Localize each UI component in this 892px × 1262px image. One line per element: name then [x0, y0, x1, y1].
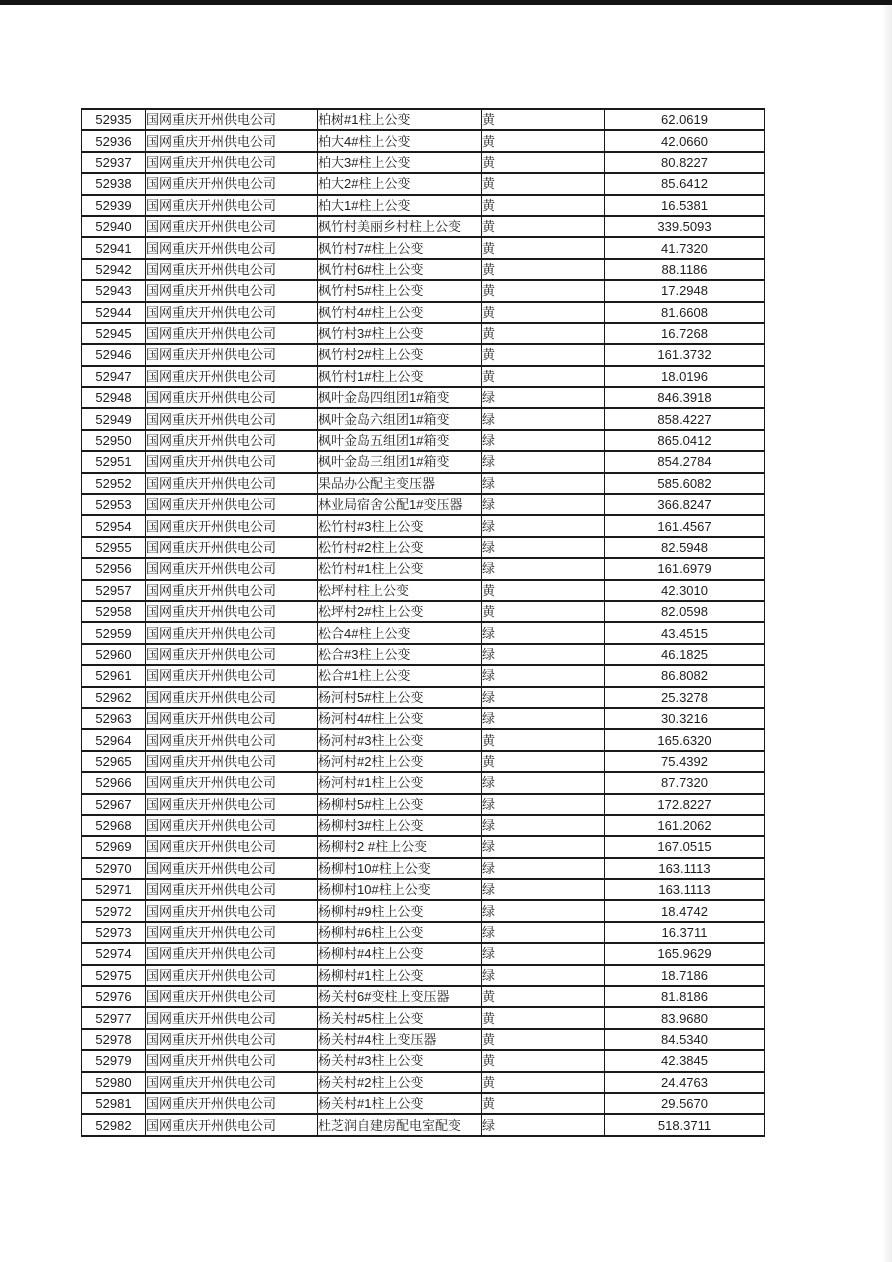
scan-right-edge-shadow — [882, 5, 892, 1262]
status-cell: 绿 — [482, 858, 605, 879]
value-cell: 854.2784 — [605, 451, 765, 472]
company-cell: 国网重庆开州供电公司 — [146, 109, 318, 130]
device-name-cell: 松合#3柱上公变 — [318, 644, 482, 665]
device-name-cell: 杨关村#1柱上公变 — [318, 1093, 482, 1114]
status-cell: 绿 — [482, 708, 605, 729]
value-cell: 82.0598 — [605, 601, 765, 622]
device-name-cell: 枫叶金岛五组团1#箱变 — [318, 430, 482, 451]
value-cell: 161.2062 — [605, 815, 765, 836]
status-cell: 绿 — [482, 836, 605, 857]
company-cell: 国网重庆开州供电公司 — [146, 173, 318, 194]
value-cell: 163.1113 — [605, 858, 765, 879]
value-cell: 42.3010 — [605, 580, 765, 601]
value-cell: 17.2948 — [605, 280, 765, 301]
company-cell: 国网重庆开州供电公司 — [146, 858, 318, 879]
row-id-cell: 52972 — [82, 900, 146, 921]
row-id-cell: 52955 — [82, 537, 146, 558]
device-name-cell: 枫叶金岛六组团1#箱变 — [318, 408, 482, 429]
table-row — [82, 216, 765, 237]
device-name-cell: 林业局宿舍公配1#变压器 — [318, 494, 482, 515]
table-row — [82, 858, 765, 879]
row-id-cell: 52963 — [82, 708, 146, 729]
company-cell: 国网重庆开州供电公司 — [146, 622, 318, 643]
row-id-cell: 52962 — [82, 687, 146, 708]
device-name-cell: 松竹村#2柱上公变 — [318, 537, 482, 558]
company-cell: 国网重庆开州供电公司 — [146, 879, 318, 900]
value-cell: 29.5670 — [605, 1093, 765, 1114]
row-id-cell: 52971 — [82, 879, 146, 900]
row-id-cell: 52948 — [82, 387, 146, 408]
company-cell: 国网重庆开州供电公司 — [146, 794, 318, 815]
table-row — [82, 1007, 765, 1028]
table-row — [82, 302, 765, 323]
company-cell: 国网重庆开州供电公司 — [146, 601, 318, 622]
table-row — [82, 879, 765, 900]
value-cell: 161.3732 — [605, 344, 765, 365]
value-cell: 84.5340 — [605, 1029, 765, 1050]
company-cell: 国网重庆开州供电公司 — [146, 430, 318, 451]
status-cell: 绿 — [482, 430, 605, 451]
status-cell: 绿 — [482, 879, 605, 900]
value-cell: 43.4515 — [605, 622, 765, 643]
status-cell: 黄 — [482, 195, 605, 216]
row-id-cell: 52964 — [82, 729, 146, 750]
value-cell: 86.8082 — [605, 665, 765, 686]
company-cell: 国网重庆开州供电公司 — [146, 1050, 318, 1071]
table-row — [82, 173, 765, 194]
company-cell: 国网重庆开州供电公司 — [146, 1029, 318, 1050]
table-row — [82, 430, 765, 451]
value-cell: 30.3216 — [605, 708, 765, 729]
row-id-cell: 52976 — [82, 986, 146, 1007]
status-cell: 黄 — [482, 986, 605, 1007]
company-cell: 国网重庆开州供电公司 — [146, 473, 318, 494]
company-cell: 国网重庆开州供电公司 — [146, 687, 318, 708]
status-cell: 黄 — [482, 729, 605, 750]
company-cell: 国网重庆开州供电公司 — [146, 836, 318, 857]
company-cell: 国网重庆开州供电公司 — [146, 344, 318, 365]
row-id-cell: 52966 — [82, 772, 146, 793]
status-cell: 黄 — [482, 1072, 605, 1093]
device-name-cell: 杨关村#3柱上公变 — [318, 1050, 482, 1071]
company-cell: 国网重庆开州供电公司 — [146, 900, 318, 921]
company-cell: 国网重庆开州供电公司 — [146, 515, 318, 536]
device-name-cell: 杨柳村10#柱上公变 — [318, 879, 482, 900]
device-name-cell: 松坪村柱上公变 — [318, 580, 482, 601]
table-row — [82, 109, 765, 130]
company-cell: 国网重庆开州供电公司 — [146, 366, 318, 387]
value-cell: 18.4742 — [605, 900, 765, 921]
status-cell: 黄 — [482, 216, 605, 237]
status-cell: 绿 — [482, 558, 605, 579]
table-row — [82, 323, 765, 344]
status-cell: 绿 — [482, 794, 605, 815]
value-cell: 585.6082 — [605, 473, 765, 494]
value-cell: 87.7320 — [605, 772, 765, 793]
status-cell: 绿 — [482, 900, 605, 921]
company-cell: 国网重庆开州供电公司 — [146, 451, 318, 472]
value-cell: 167.0515 — [605, 836, 765, 857]
company-cell: 国网重庆开州供电公司 — [146, 943, 318, 964]
status-cell: 黄 — [482, 237, 605, 258]
status-cell: 黄 — [482, 1029, 605, 1050]
device-name-cell: 柏大3#柱上公变 — [318, 152, 482, 173]
table-row — [82, 237, 765, 258]
device-name-cell: 松合4#柱上公变 — [318, 622, 482, 643]
row-id-cell: 52980 — [82, 1072, 146, 1093]
value-cell: 81.8186 — [605, 986, 765, 1007]
table-row — [82, 708, 765, 729]
row-id-cell: 52975 — [82, 965, 146, 986]
value-cell: 339.5093 — [605, 216, 765, 237]
row-id-cell: 52954 — [82, 515, 146, 536]
value-cell: 83.9680 — [605, 1007, 765, 1028]
scan-top-edge-bar — [0, 0, 892, 5]
device-name-cell: 杨关村#4柱上变压器 — [318, 1029, 482, 1050]
company-cell: 国网重庆开州供电公司 — [146, 1072, 318, 1093]
device-name-cell: 枫竹村7#柱上公变 — [318, 237, 482, 258]
value-cell: 172.8227 — [605, 794, 765, 815]
status-cell: 黄 — [482, 580, 605, 601]
value-cell: 865.0412 — [605, 430, 765, 451]
device-name-cell: 杨关村#5柱上公变 — [318, 1007, 482, 1028]
company-cell: 国网重庆开州供电公司 — [146, 130, 318, 151]
device-name-cell: 松竹村#1柱上公变 — [318, 558, 482, 579]
row-id-cell: 52953 — [82, 494, 146, 515]
row-id-cell: 52945 — [82, 323, 146, 344]
device-name-cell: 松竹村#3柱上公变 — [318, 515, 482, 536]
status-cell: 黄 — [482, 152, 605, 173]
status-cell: 绿 — [482, 537, 605, 558]
device-name-cell: 杨河村#2柱上公变 — [318, 751, 482, 772]
table-row — [82, 943, 765, 964]
value-cell: 518.3711 — [605, 1114, 765, 1135]
value-cell: 85.6412 — [605, 173, 765, 194]
table-row — [82, 1050, 765, 1071]
value-cell: 161.4567 — [605, 515, 765, 536]
company-cell: 国网重庆开州供电公司 — [146, 302, 318, 323]
company-cell: 国网重庆开州供电公司 — [146, 195, 318, 216]
status-cell: 绿 — [482, 1114, 605, 1135]
value-cell: 25.3278 — [605, 687, 765, 708]
row-id-cell: 52974 — [82, 943, 146, 964]
row-id-cell: 52981 — [82, 1093, 146, 1114]
status-cell: 黄 — [482, 366, 605, 387]
value-cell: 165.9629 — [605, 943, 765, 964]
row-id-cell: 52936 — [82, 130, 146, 151]
status-cell: 绿 — [482, 408, 605, 429]
value-cell: 16.7268 — [605, 323, 765, 344]
value-cell: 80.8227 — [605, 152, 765, 173]
row-id-cell: 52950 — [82, 430, 146, 451]
table-row — [82, 965, 765, 986]
status-cell: 绿 — [482, 815, 605, 836]
value-cell: 163.1113 — [605, 879, 765, 900]
company-cell: 国网重庆开州供电公司 — [146, 644, 318, 665]
status-cell: 绿 — [482, 515, 605, 536]
value-cell: 858.4227 — [605, 408, 765, 429]
device-name-cell: 松合#1柱上公变 — [318, 665, 482, 686]
table-row — [82, 900, 765, 921]
table-row — [82, 280, 765, 301]
company-cell: 国网重庆开州供电公司 — [146, 965, 318, 986]
device-name-cell: 杨河村5#柱上公变 — [318, 687, 482, 708]
device-name-cell: 杨柳村#1柱上公变 — [318, 965, 482, 986]
table-body — [82, 109, 765, 1136]
table-row — [82, 687, 765, 708]
company-cell: 国网重庆开州供电公司 — [146, 280, 318, 301]
row-id-cell: 52949 — [82, 408, 146, 429]
value-cell: 24.4763 — [605, 1072, 765, 1093]
row-id-cell: 52959 — [82, 622, 146, 643]
status-cell: 黄 — [482, 259, 605, 280]
device-name-cell: 枫竹村2#柱上公变 — [318, 344, 482, 365]
row-id-cell: 52960 — [82, 644, 146, 665]
transformer-data-table — [81, 108, 765, 1137]
row-id-cell: 52957 — [82, 580, 146, 601]
status-cell: 黄 — [482, 1050, 605, 1071]
table-row — [82, 515, 765, 536]
device-name-cell: 杨柳村5#柱上公变 — [318, 794, 482, 815]
company-cell: 国网重庆开州供电公司 — [146, 580, 318, 601]
table-row — [82, 644, 765, 665]
device-name-cell: 柏树#1柱上公变 — [318, 109, 482, 130]
row-id-cell: 52940 — [82, 216, 146, 237]
row-id-cell: 52939 — [82, 195, 146, 216]
company-cell: 国网重庆开州供电公司 — [146, 387, 318, 408]
row-id-cell: 52958 — [82, 601, 146, 622]
company-cell: 国网重庆开州供电公司 — [146, 665, 318, 686]
row-id-cell: 52977 — [82, 1007, 146, 1028]
status-cell: 黄 — [482, 302, 605, 323]
device-name-cell: 柏大2#柱上公变 — [318, 173, 482, 194]
company-cell: 国网重庆开州供电公司 — [146, 216, 318, 237]
table-row — [82, 922, 765, 943]
table-row — [82, 259, 765, 280]
table-row — [82, 195, 765, 216]
device-name-cell: 枫竹村6#柱上公变 — [318, 259, 482, 280]
value-cell: 42.0660 — [605, 130, 765, 151]
status-cell: 绿 — [482, 622, 605, 643]
value-cell: 16.5381 — [605, 195, 765, 216]
status-cell: 黄 — [482, 1007, 605, 1028]
table-row — [82, 815, 765, 836]
status-cell: 绿 — [482, 665, 605, 686]
table-row — [82, 772, 765, 793]
status-cell: 绿 — [482, 473, 605, 494]
status-cell: 绿 — [482, 494, 605, 515]
value-cell: 46.1825 — [605, 644, 765, 665]
device-name-cell: 松坪村2#柱上公变 — [318, 601, 482, 622]
company-cell: 国网重庆开州供电公司 — [146, 1007, 318, 1028]
device-name-cell: 杨柳村10#柱上公变 — [318, 858, 482, 879]
company-cell: 国网重庆开州供电公司 — [146, 986, 318, 1007]
status-cell: 绿 — [482, 943, 605, 964]
status-cell: 绿 — [482, 387, 605, 408]
company-cell: 国网重庆开州供电公司 — [146, 558, 318, 579]
company-cell: 国网重庆开州供电公司 — [146, 1114, 318, 1135]
device-name-cell: 枫叶金岛三组团1#箱变 — [318, 451, 482, 472]
device-name-cell: 杨柳村2 #柱上公变 — [318, 836, 482, 857]
value-cell: 42.3845 — [605, 1050, 765, 1071]
device-name-cell: 杨河村#1柱上公变 — [318, 772, 482, 793]
company-cell: 国网重庆开州供电公司 — [146, 751, 318, 772]
row-id-cell: 52944 — [82, 302, 146, 323]
device-name-cell: 杨柳村#4柱上公变 — [318, 943, 482, 964]
table-row — [82, 1029, 765, 1050]
table-row — [82, 1114, 765, 1135]
row-id-cell: 52982 — [82, 1114, 146, 1135]
table-row — [82, 836, 765, 857]
company-cell: 国网重庆开州供电公司 — [146, 259, 318, 280]
device-name-cell: 枫竹村3#柱上公变 — [318, 323, 482, 344]
row-id-cell: 52973 — [82, 922, 146, 943]
table-row — [82, 152, 765, 173]
status-cell: 绿 — [482, 965, 605, 986]
company-cell: 国网重庆开州供电公司 — [146, 1093, 318, 1114]
row-id-cell: 52942 — [82, 259, 146, 280]
row-id-cell: 52967 — [82, 794, 146, 815]
company-cell: 国网重庆开州供电公司 — [146, 537, 318, 558]
table-row — [82, 451, 765, 472]
company-cell: 国网重庆开州供电公司 — [146, 708, 318, 729]
table-row — [82, 794, 765, 815]
row-id-cell: 52978 — [82, 1029, 146, 1050]
row-id-cell: 52969 — [82, 836, 146, 857]
table-row — [82, 1072, 765, 1093]
status-cell: 黄 — [482, 109, 605, 130]
table-row — [82, 408, 765, 429]
status-cell: 黄 — [482, 130, 605, 151]
table-row — [82, 537, 765, 558]
device-name-cell: 杨河村4#柱上公变 — [318, 708, 482, 729]
device-name-cell: 枫竹村美丽乡村柱上公变 — [318, 216, 482, 237]
status-cell: 绿 — [482, 687, 605, 708]
status-cell: 黄 — [482, 173, 605, 194]
table-row — [82, 366, 765, 387]
value-cell: 81.6608 — [605, 302, 765, 323]
row-id-cell: 52965 — [82, 751, 146, 772]
table-row — [82, 494, 765, 515]
value-cell: 161.6979 — [605, 558, 765, 579]
table-row — [82, 601, 765, 622]
device-name-cell: 枫竹村1#柱上公变 — [318, 366, 482, 387]
row-id-cell: 52943 — [82, 280, 146, 301]
company-cell: 国网重庆开州供电公司 — [146, 408, 318, 429]
status-cell: 黄 — [482, 344, 605, 365]
value-cell: 18.0196 — [605, 366, 765, 387]
device-name-cell: 枫竹村5#柱上公变 — [318, 280, 482, 301]
row-id-cell: 52938 — [82, 173, 146, 194]
company-cell: 国网重庆开州供电公司 — [146, 323, 318, 344]
company-cell: 国网重庆开州供电公司 — [146, 494, 318, 515]
row-id-cell: 52956 — [82, 558, 146, 579]
table-row — [82, 751, 765, 772]
status-cell: 黄 — [482, 751, 605, 772]
value-cell: 88.1186 — [605, 259, 765, 280]
row-id-cell: 52937 — [82, 152, 146, 173]
device-name-cell: 杨柳村#9柱上公变 — [318, 900, 482, 921]
row-id-cell: 52952 — [82, 473, 146, 494]
company-cell: 国网重庆开州供电公司 — [146, 152, 318, 173]
value-cell: 366.8247 — [605, 494, 765, 515]
row-id-cell: 52947 — [82, 366, 146, 387]
value-cell: 62.0619 — [605, 109, 765, 130]
company-cell: 国网重庆开州供电公司 — [146, 922, 318, 943]
company-cell: 国网重庆开州供电公司 — [146, 772, 318, 793]
value-cell: 846.3918 — [605, 387, 765, 408]
value-cell: 82.5948 — [605, 537, 765, 558]
table-row — [82, 130, 765, 151]
row-id-cell: 52968 — [82, 815, 146, 836]
company-cell: 国网重庆开州供电公司 — [146, 815, 318, 836]
table-row — [82, 387, 765, 408]
status-cell: 黄 — [482, 601, 605, 622]
device-name-cell: 杨关村6#变柱上变压器 — [318, 986, 482, 1007]
table-row — [82, 665, 765, 686]
value-cell: 18.7186 — [605, 965, 765, 986]
status-cell: 黄 — [482, 323, 605, 344]
status-cell: 绿 — [482, 451, 605, 472]
device-name-cell: 果品办公配主变压器 — [318, 473, 482, 494]
table-row — [82, 473, 765, 494]
status-cell: 绿 — [482, 644, 605, 665]
row-id-cell: 52951 — [82, 451, 146, 472]
row-id-cell: 52970 — [82, 858, 146, 879]
status-cell: 黄 — [482, 280, 605, 301]
table-row — [82, 986, 765, 1007]
row-id-cell: 52935 — [82, 109, 146, 130]
status-cell: 绿 — [482, 922, 605, 943]
value-cell: 165.6320 — [605, 729, 765, 750]
company-cell: 国网重庆开州供电公司 — [146, 237, 318, 258]
device-name-cell: 枫竹村4#柱上公变 — [318, 302, 482, 323]
device-name-cell: 柏大1#柱上公变 — [318, 195, 482, 216]
table-row — [82, 729, 765, 750]
device-name-cell: 杨柳村3#柱上公变 — [318, 815, 482, 836]
row-id-cell: 52941 — [82, 237, 146, 258]
device-name-cell: 杜芝润自建房配电室配变 — [318, 1114, 482, 1135]
table-row — [82, 580, 765, 601]
device-name-cell: 枫叶金岛四组团1#箱变 — [318, 387, 482, 408]
device-name-cell: 杨柳村#6柱上公变 — [318, 922, 482, 943]
table-row — [82, 1093, 765, 1114]
row-id-cell: 52961 — [82, 665, 146, 686]
status-cell: 绿 — [482, 772, 605, 793]
value-cell: 41.7320 — [605, 237, 765, 258]
device-name-cell: 柏大4#柱上公变 — [318, 130, 482, 151]
device-name-cell: 杨河村#3柱上公变 — [318, 729, 482, 750]
value-cell: 75.4392 — [605, 751, 765, 772]
table-row — [82, 622, 765, 643]
table-row — [82, 558, 765, 579]
status-cell: 黄 — [482, 1093, 605, 1114]
company-cell: 国网重庆开州供电公司 — [146, 729, 318, 750]
row-id-cell: 52979 — [82, 1050, 146, 1071]
row-id-cell: 52946 — [82, 344, 146, 365]
table-row — [82, 344, 765, 365]
value-cell: 16.3711 — [605, 922, 765, 943]
device-name-cell: 杨关村#2柱上公变 — [318, 1072, 482, 1093]
